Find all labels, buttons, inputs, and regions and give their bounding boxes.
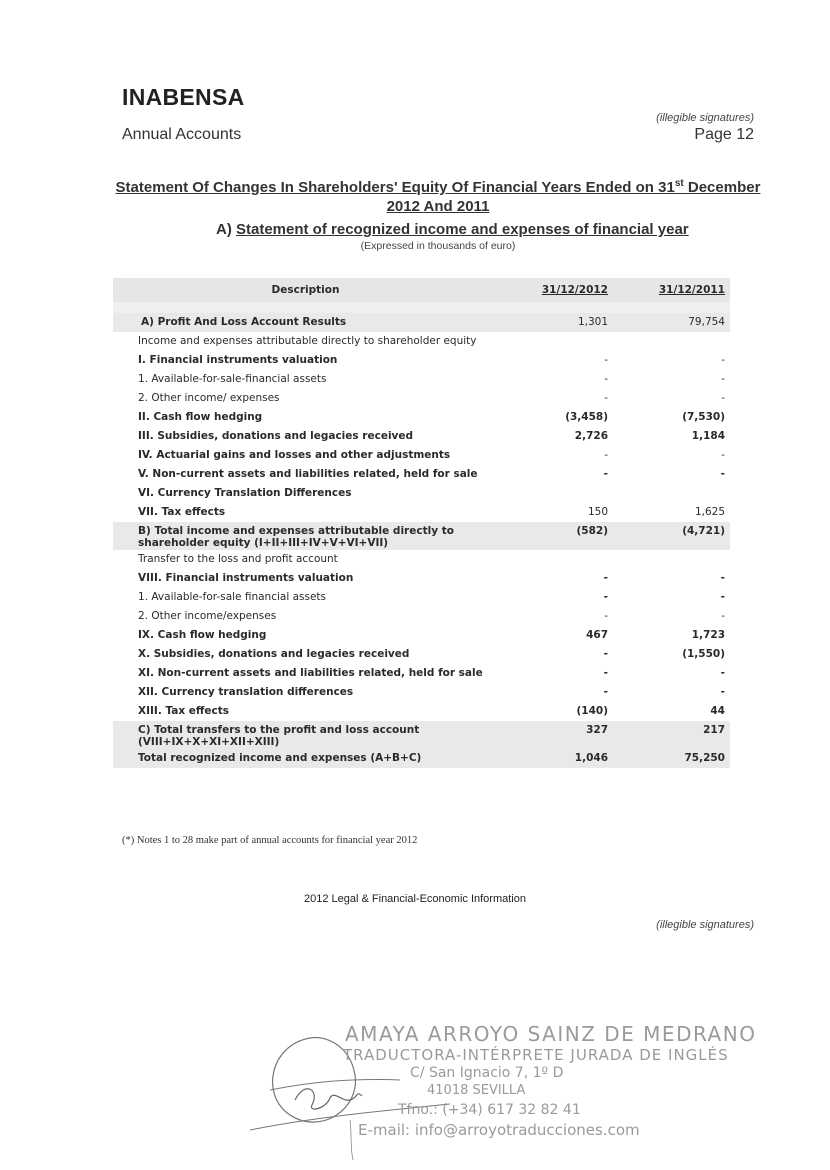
row-value-2012: -: [603, 686, 608, 698]
title-line1-pre: Statement Of Changes In Shareholders' Equity Of Financial Years Ended on 31: [115, 179, 675, 196]
stamp-role: TRADUCTORA-INTÉRPRETE JURADA DE INGLÉS: [343, 1046, 729, 1064]
title-line1-post: December: [683, 179, 761, 196]
stamp-city: 41018 SEVILLA: [427, 1083, 526, 1098]
table-row: [113, 427, 730, 446]
table-row: [113, 607, 730, 626]
row-value-2012: -: [604, 373, 608, 385]
row-value-2011: (4,721): [682, 525, 725, 537]
row-value-2012: -: [604, 449, 608, 461]
row-description: VI. Currency Translation Differences: [138, 487, 352, 499]
row-description: A) Profit And Loss Account Results: [141, 316, 347, 328]
row-value-2011: (1,550): [682, 648, 725, 660]
table-row: [113, 645, 730, 664]
table-row: [113, 465, 730, 484]
row-value-2012: (140): [576, 705, 608, 717]
row-value-2011: 1,723: [691, 629, 725, 641]
row-description: II. Cash flow hedging: [138, 411, 263, 423]
table-row: [113, 522, 730, 550]
row-description: Total recognized income and expenses (A+B+C): [138, 752, 422, 764]
illegible-signatures-bottom: (illegible signatures): [656, 919, 754, 931]
row-value-2011: 44: [710, 705, 725, 717]
row-value-2011: -: [721, 392, 725, 404]
row-description: XII. Currency translation differences: [138, 686, 354, 698]
table-row: [113, 569, 730, 588]
section-subtitle: (Expressed in thousands of euro): [360, 240, 516, 252]
notes-text: (*) Notes 1 to 28 make part of annual accounts for financial year 2012: [122, 835, 418, 846]
table-row: [113, 313, 730, 332]
page-number: Page 12: [694, 126, 754, 143]
row-value-2012: 150: [587, 506, 608, 518]
row-value-2012: 1,046: [574, 752, 608, 764]
row-description: Income and expenses attributable directly to shareholder equity: [138, 335, 477, 347]
header-description: Description: [271, 284, 340, 296]
row-value-2011: -: [720, 468, 725, 480]
row-description: VIII. Financial instruments valuation: [138, 572, 354, 584]
illegible-signatures-top: (illegible signatures): [656, 112, 754, 124]
row-description: VII. Tax effects: [138, 506, 226, 518]
row-value-2012: -: [603, 667, 608, 679]
row-description: XIII. Tax effects: [138, 705, 230, 717]
row-value-2011: 75,250: [684, 752, 725, 764]
row-value-2012: -: [603, 648, 608, 660]
row-description: C) Total transfers to the profit and loss account (VIII+IX+X+XI+XII+XIII): [138, 724, 420, 748]
row-value-2012: 327: [586, 724, 608, 736]
row-value-2012: 1,301: [577, 316, 608, 328]
row-value-2011: -: [721, 373, 725, 385]
footer-title: 2012 Legal & Financial-Economic Information: [304, 893, 526, 905]
stamp-phone: Tfno.: (+34) 617 32 82 41: [398, 1102, 581, 1118]
section-prefix: A): [216, 221, 232, 238]
row-value-2012: 467: [586, 629, 608, 641]
row-value-2011: 1,625: [694, 506, 725, 518]
translator-stamp: [250, 1020, 757, 1160]
table-row: [113, 332, 730, 351]
table-row: [113, 683, 730, 702]
table-spacer: [113, 302, 730, 313]
section-label: Statement of recognized income and expenses of financial year: [236, 221, 689, 238]
table-row: [113, 721, 730, 749]
company-name: INABENSA: [122, 84, 245, 110]
row-description: 2. Other income/expenses: [138, 610, 277, 622]
row-value-2012: -: [604, 610, 608, 622]
table-row: [113, 446, 730, 465]
row-value-2011: 217: [703, 724, 725, 736]
table-row: [113, 588, 730, 607]
section-title: [216, 221, 689, 238]
table-row: [113, 626, 730, 645]
row-value-2012: -: [603, 468, 608, 480]
row-value-2012: -: [603, 572, 608, 584]
table-row: [113, 702, 730, 721]
table-row: [113, 749, 730, 768]
table-row: [113, 351, 730, 370]
row-description: 1. Available-for-sale financial assets: [138, 591, 327, 603]
row-description: Transfer to the loss and profit account: [138, 553, 338, 565]
stamp-name: AMAYA ARROYO SAINZ DE MEDRANO: [345, 1022, 757, 1046]
table-row: [113, 370, 730, 389]
row-description: B) Total income and expenses attributable directly to shareholder equity (I+II+III+IV+V+VI+VII): [138, 525, 454, 549]
row-value-2012: 2,726: [574, 430, 608, 442]
row-description: III. Subsidies, donations and legacies received: [138, 430, 414, 442]
row-value-2012: (582): [576, 525, 608, 537]
row-description: I. Financial instruments valuation: [138, 354, 338, 366]
row-description: 2. Other income/ expenses: [138, 392, 280, 404]
table-row: [113, 389, 730, 408]
row-description: IX. Cash flow hedging: [138, 629, 267, 641]
table-header: [113, 278, 730, 302]
row-value-2012: (3,458): [565, 411, 608, 423]
row-description: X. Subsidies, donations and legacies received: [138, 648, 410, 660]
stamp-address: C/ San Ignacio 7, 1º D: [410, 1065, 564, 1081]
equity-changes-table: [113, 278, 730, 768]
row-description: XI. Non-current assets and liabilities related, held for sale: [138, 667, 483, 679]
stamp-email: E-mail: info@arroyotraducciones.com: [358, 1121, 640, 1139]
header-col-2012: 31/12/2012: [541, 284, 608, 296]
row-description: 1. Available-for-sale-financial assets: [138, 373, 327, 385]
row-value-2011: -: [720, 686, 725, 698]
row-value-2011: 79,754: [688, 316, 725, 328]
title-line2: 2012 And 2011: [386, 198, 490, 215]
row-value-2012: -: [604, 354, 608, 366]
row-description: IV. Actuarial gains and losses and other adjustments: [138, 449, 451, 461]
row-description: V. Non-current assets and liabilities related, held for sale: [138, 468, 478, 480]
row-value-2011: 1,184: [691, 430, 725, 442]
row-value-2012: -: [603, 591, 608, 603]
row-value-2012: -: [604, 392, 608, 404]
table-row: [113, 664, 730, 683]
title-line1-sup: st: [674, 178, 684, 189]
row-value-2011: -: [721, 610, 725, 622]
row-value-2011: -: [721, 449, 725, 461]
table-row: [113, 503, 730, 522]
statement-title: [110, 174, 766, 216]
row-value-2011: -: [721, 354, 725, 366]
table-row: [113, 408, 730, 427]
row-value-2011: -: [720, 591, 725, 603]
row-value-2011: -: [720, 667, 725, 679]
document-type: Annual Accounts: [122, 126, 242, 143]
header-col-2011: 31/12/2011: [658, 284, 725, 296]
table-row: [113, 550, 730, 569]
table-row: [113, 484, 730, 503]
row-value-2011: (7,530): [682, 411, 725, 423]
row-value-2011: -: [720, 572, 725, 584]
